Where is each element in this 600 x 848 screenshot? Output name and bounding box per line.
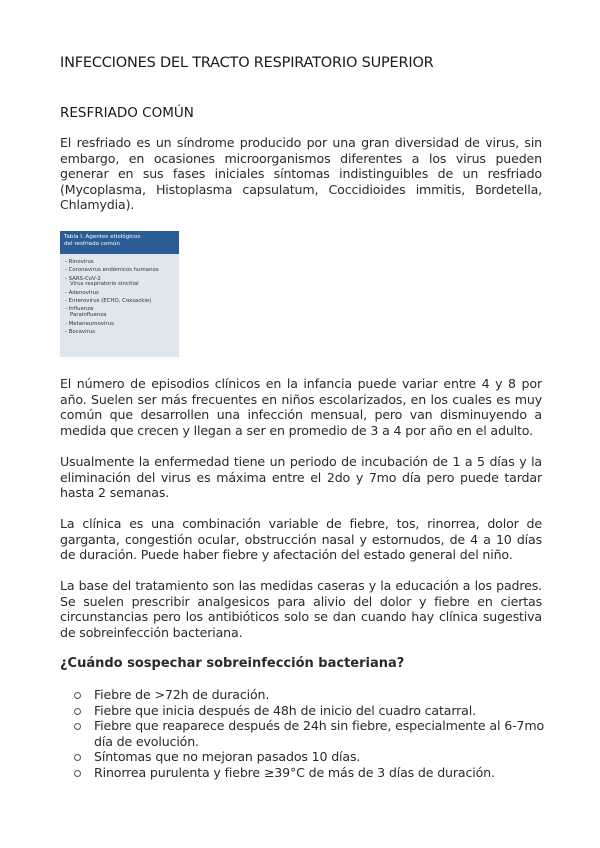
section-title: RESFRIADO COMÚN [60, 105, 194, 121]
list-item-text: Rinorrea purulenta y fiebre ≥39°C de más de 3 días de duración. [94, 764, 495, 780]
table-title-line-1: Tabla I. Agentes etiológicos [64, 234, 141, 240]
paragraph-5: La base del tratamiento son las medidas caseras y la educación a los padres. Se suelen prescribir analgesicos para alivio del dolor y fiebre en ciertas circunstancias pero los antibióticos solo se dan cuando hay clínica sugestiva de sobreinfección bacteriana. [60, 578, 542, 640]
subheading: ¿Cuándo sospechar sobreinfección bacteriana? [60, 656, 405, 671]
list-item [74, 749, 544, 765]
circle-bullet-icon [74, 692, 81, 699]
circle-bullet-icon [74, 754, 81, 761]
list-item-text: Síntomas que no mejoran pasados 10 días. [94, 749, 361, 765]
paragraph-2: El número de episodios clínicos en la infancia puede variar entre 4 y 8 por año. Suelen ser más frecuentes en niños escolarizados, en los cuales es muy común que desarrollen una infección mensual, pero van disminuyendo a medida que crecen y llegan a ser en promedio de 3 a 4 por año en el adulto. [60, 376, 542, 438]
etiologic-agents-table [60, 231, 179, 357]
table-item: - Rinovirus [65, 259, 94, 265]
table-item: - Enterovirus (ECHO, Coxsackie) [65, 298, 152, 305]
bullet-list [74, 687, 544, 781]
table-item: - Influenza [65, 306, 94, 313]
paragraph-3: Usualmente la enfermedad tiene un periodo de incubación de 1 a 5 días y la eliminación del virus es máxima entre el 2do y 7mo día pero puede tardar hasta 2 semanas. [60, 454, 542, 501]
list-item [74, 718, 544, 749]
list-item-text: Fiebre que reaparece después de 24h sin fiebre, especialmente al 6-7mo día de evolución. [94, 718, 544, 749]
table-item: - Adenovirus [65, 289, 99, 296]
circle-bullet-icon [74, 723, 81, 730]
paragraph-1: El resfriado es un síndrome producido por una gran diversidad de virus, sin embargo, en ocasiones microorganismos diferentes a los virus pueden generar en sus fases iniciales síntomas indistinguibles de un resfriado (Mycoplasma, Histoplasma capsulatum, Coccidioides immitis, Bordetella, Chlamydia). [60, 135, 542, 213]
table-item: - Coronavirus endémicos humanos [65, 267, 159, 274]
table-list [60, 254, 179, 336]
document-title: INFECCIONES DEL TRACTO RESPIRATORIO SUPERIOR [60, 55, 434, 71]
table-title-line-2: del resfriado común [64, 241, 120, 247]
list-item [74, 687, 544, 703]
paragraph-4: La clínica es una combinación variable de fiebre, tos, rinorrea, dolor de garganta, congestión ocular, obstrucción nasal y estornudos, de 4 a 10 días de duración. Puede haber fiebre y afectación del estado general del niño. [60, 516, 542, 563]
list-item [74, 765, 544, 781]
list-item-text: Fiebre de >72h de duración. [94, 687, 270, 702]
list-item-text: Fiebre que inicia después de 48h de inicio del cuadro catarral. [94, 702, 476, 718]
table-item: Virus respiratorio sincitial [70, 280, 139, 287]
list-item [74, 703, 544, 719]
table-header [60, 231, 179, 254]
table-item: - SARS-CoV-2 [65, 275, 101, 282]
table-item: - Bocavirus [65, 329, 96, 336]
circle-bullet-icon [74, 708, 81, 715]
table-item: - Metaneumovirus [65, 320, 114, 327]
table-item: Parainfluenza [70, 311, 107, 318]
circle-bullet-icon [74, 770, 81, 777]
